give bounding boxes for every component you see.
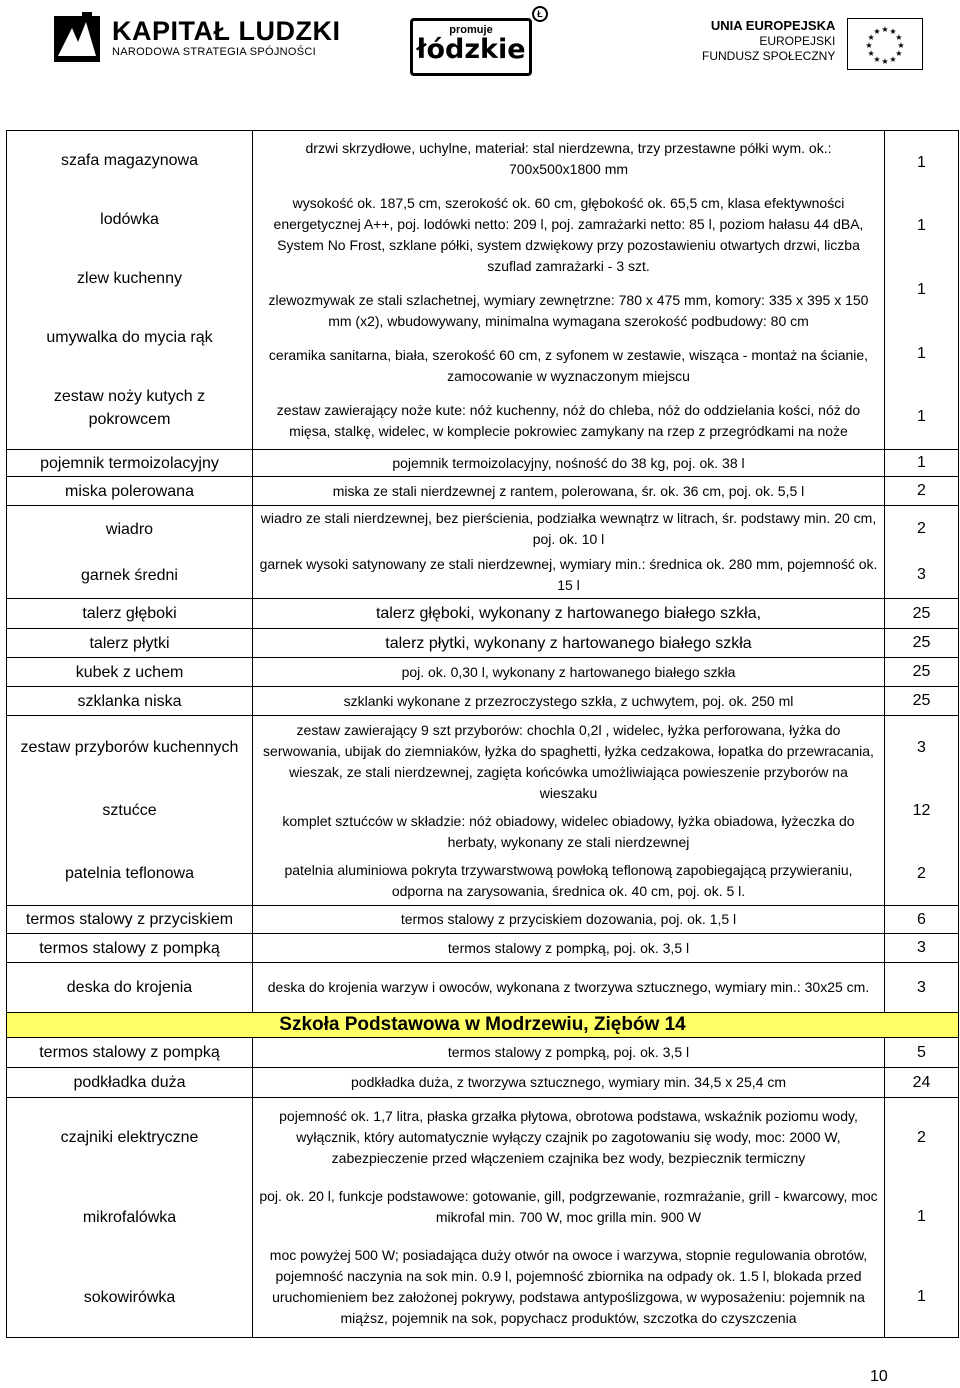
- eu-line2: EUROPEJSKI: [759, 34, 836, 48]
- eu-star-icon: ★: [889, 27, 897, 37]
- item-desc: poj. ok. 0,30 l, wykonany z hartowanego białego szkła: [253, 658, 885, 687]
- item-desc: podkładka duża, z tworzywa sztucznego, wymiary min. 34,5 x 25,4 cm: [253, 1068, 885, 1098]
- item-qty: 2: [917, 520, 926, 537]
- eu-star-icon: ★: [889, 54, 897, 64]
- item-name: umywalka do mycia rąk: [46, 329, 213, 346]
- item-desc: moc powyżej 500 W; posiadająca duży otwór na owoce i warzywa, stopnie regulowania obrotów, pojemność naczynia na sok min. 0.9 l, pojemność zbiornika na odpady ok. 1.5 l, blokada przed uruchomieniem bez założonej pokrywy, podstawa antypoślizgowa, w wyposażeniu: pojemnik na miąższ, pojemnik na sok, popychacz produktów, szczotka do czyszczenia: [269, 1246, 868, 1326]
- lodz-l-badge-icon: Ł: [532, 6, 548, 22]
- table-row: [7, 629, 959, 658]
- table-row: [7, 934, 959, 963]
- item-desc: pojemność ok. 1,7 litra, płaska grzałka płytowa, obrotowa podstawa, wskaźnik poziomu wody, wyłącznik, który automatycznie wyłączy czajnik po zagotowaniu się wody, moc: 2000 W, zabezpieczenie przed włączeniem czajnika bez wody, bezpiecznik termiczny: [279, 1108, 858, 1167]
- item-qty: 3: [917, 566, 926, 583]
- item-name: talerz głęboki: [7, 599, 253, 629]
- item-name: termos stalowy z pompką: [7, 1038, 253, 1068]
- item-name: czajniki elektryczne: [60, 1129, 199, 1147]
- item-name: miska polerowana: [7, 477, 253, 506]
- item-desc: termos stalowy z pompką, poj. ok. 3,5 l: [253, 934, 885, 963]
- item-qty: 25: [885, 599, 959, 629]
- table-row: [7, 1098, 959, 1338]
- table-row: [7, 599, 959, 629]
- eu-star-icon: ★: [881, 57, 889, 66]
- item-name: kubek z uchem: [7, 658, 253, 687]
- item-name: termos stalowy z pompką: [7, 934, 253, 963]
- item-name: lodówka: [100, 211, 159, 228]
- item-qty: 1: [917, 217, 926, 235]
- item-desc: wiadro ze stali nierdzewnej, bez pierścienia, podziałka wewnątrz w litrach, śr. podstawy min. 20 cm, poj. ok. 10 l: [260, 510, 877, 547]
- table-row: [7, 906, 959, 934]
- eu-star-icon: ★: [897, 41, 905, 50]
- promuje-lodzkie-logo: [410, 6, 550, 78]
- lodz-small-text: promuje: [449, 24, 493, 36]
- eu-star-icon: ★: [895, 49, 903, 58]
- item-name: zestaw noży kutych z pokrowcem: [53, 388, 206, 428]
- eu-star-icon: ★: [867, 33, 876, 42]
- table-row: [7, 716, 959, 906]
- item-desc: zestaw zawierający 9 szt przyborów: chochla 0,2l , widelec, łyżka perforowana, łyżka do serwowania, ubijak do ziemniaków, łyżka do spaghetti, łyżka cedzakowa, łopatka do przewracania, wieszak, ze stali nierdzewnej, zagięta końcówka umożliwiająca powieszenie przyborów na wieszaku: [263, 721, 874, 801]
- item-qty: 24: [885, 1068, 959, 1098]
- eu-line1: UNIA EUROPEJSKA: [710, 18, 836, 33]
- table-row: [7, 1068, 959, 1098]
- item-qty: 3: [917, 738, 926, 756]
- item-desc: zlewozmywak ze stali szlachetnej, wymiary zewnętrzne: 780 x 475 mm, komory: 335 x 395 x 150 mm (x2), wbudowywany, minimalna wymagana szerokość podbudowy: 80 cm: [268, 291, 869, 329]
- eu-star-icon: ★: [873, 54, 881, 64]
- item-desc: patelnia aluminiowa pokryta trzywarstwową powłoką teflonową zapobiegającą przywieraniu, odporna na zarysowania, średnica ok. 40 cm, poj. ok. 5 l.: [284, 861, 853, 899]
- kapital-ludzki-emblem-icon: [52, 12, 104, 64]
- item-desc: garnek wysoki satynowany ze stali nierdzewnej, wymiary min.: średnica ok. 280 mm, pojemność ok. 15 l: [259, 556, 878, 593]
- item-name: podkładka duża: [7, 1068, 253, 1098]
- item-name: sokowirówka: [83, 1288, 176, 1306]
- item-qty: 2: [885, 477, 959, 506]
- lodz-big-text: łódzkie: [416, 34, 526, 65]
- item-name: talerz płytki: [7, 629, 253, 658]
- item-qty: 25: [885, 658, 959, 687]
- eu-logo: [702, 18, 923, 70]
- eu-star-icon: ★: [865, 41, 873, 50]
- eu-flag-icon: [847, 18, 923, 70]
- section-title: Szkoła Podstawowa w Modrzewiu, Ziębów 14: [7, 1013, 959, 1038]
- item-name: pojemnik termoizolacyjny: [7, 450, 253, 477]
- item-qty: 3: [885, 934, 959, 963]
- item-desc: wysokość ok. 187,5 cm, szerokość ok. 60 cm, głębokość ok. 65,5 cm, klasa efektywności energetycznej A++, poj. lodówki netto: 209 l, poj. zamrażarki netto: 85 l, poziom hałasu 44 dBA, System No Frost, szklane półki, system dzwiękowy przy pozostawieniu otwartych drzwi, liczba szuflad zamrażarki - 3 szt.: [273, 194, 864, 274]
- item-name: zlew kuchenny: [77, 270, 182, 287]
- eu-star-icon: ★: [867, 49, 876, 58]
- eu-line3: FUNDUSZ SPOŁECZNY: [702, 49, 836, 63]
- item-qty: 12: [912, 801, 931, 819]
- kapital-subtitle: NARODOWA STRATEGIA SPÓJNOŚCI: [112, 46, 316, 58]
- table-row: [7, 450, 959, 477]
- eu-star-icon: ★: [895, 33, 903, 42]
- item-name: patelnia teflonowa: [65, 865, 194, 882]
- item-qty: 1: [885, 450, 959, 477]
- item-name: szklanka niska: [7, 687, 253, 716]
- item-name: mikrofalówka: [82, 1208, 177, 1226]
- item-qty: 25: [885, 629, 959, 658]
- item-qty: 1: [917, 408, 926, 426]
- item-qty: 1: [917, 280, 926, 298]
- item-name: sztućce: [102, 802, 157, 819]
- item-qty: 1: [917, 153, 926, 171]
- page-header: [0, 0, 960, 90]
- table-row: [7, 963, 959, 1013]
- table-row: [7, 506, 959, 599]
- page-number: 10: [870, 1368, 888, 1385]
- section-header-row: [7, 1013, 959, 1038]
- item-desc: pojemnik termoizolacyjny, nośność do 38 kg, poj. ok. 38 l: [253, 450, 885, 477]
- item-desc: zestaw zawierający noże kute: nóż kuchenny, nóż do chleba, nóż do oddzielania kości, nóż do mięsa, stalkę, widelec, w komplecie pokrowiec zamykany na rzep z przegródkami na noże: [276, 402, 861, 440]
- table-row: [7, 1038, 959, 1068]
- item-name: garnek średni: [81, 566, 178, 584]
- item-qty: 1: [917, 344, 926, 362]
- table-row: [7, 687, 959, 716]
- kapital-title: KAPITAŁ LUDZKI: [112, 16, 341, 46]
- item-desc: komplet sztućców w składzie: nóż obiadowy, widelec obiadowy, łyżka obiadowa, łyżeczka do herbaty, wykonany ze stali nierdzewnej: [282, 812, 855, 850]
- item-desc: talerz głęboki, wykonany z hartowanego białego szkła,: [253, 599, 885, 629]
- item-name: termos stalowy z przyciskiem: [7, 906, 253, 934]
- table-row: [7, 131, 959, 450]
- item-name: zestaw przyborów kuchennych: [20, 739, 239, 756]
- item-desc: poj. ok. 20 l, funkcje podstawowe: gotowanie, gill, podgrzewanie, rozmrażanie, grill - kwarcowy, moc mikrofal min. 700 W, moc grilla min. 900 W: [259, 1187, 878, 1225]
- kapital-ludzki-logo: [52, 12, 340, 64]
- item-name: deska do krojenia: [7, 963, 253, 1013]
- eu-star-icon: ★: [881, 25, 889, 34]
- table-row: [7, 477, 959, 506]
- item-desc: termos stalowy z przyciskiem dozowania, poj. ok. 1,5 l: [253, 906, 885, 934]
- item-name: szafa magazynowa: [61, 152, 198, 169]
- item-qty: 2: [917, 1128, 926, 1146]
- item-qty: 25: [885, 687, 959, 716]
- table-row: [7, 658, 959, 687]
- item-desc: ceramika sanitarna, biała, szerokość 60 cm, z syfonem w zestawie, wisząca - montaż na ścianie, zamocowanie w wyznaczonym miejscu: [268, 347, 869, 385]
- item-qty: 3: [885, 963, 959, 1013]
- item-qty: 5: [885, 1038, 959, 1068]
- item-desc: miska ze stali nierdzewnej z rantem, polerowana, śr. ok. 36 cm, poj. ok. 5,5 l: [253, 477, 885, 506]
- item-desc: szklanki wykonane z przezroczystego szkła, z uchwytem, poj. ok. 250 ml: [253, 687, 885, 716]
- item-qty: 2: [917, 864, 926, 882]
- item-desc: drzwi skrzydłowe, uchylne, materiał: stal nierdzewna, trzy przestawne półki wym. ok.: 700x500x1800 mm: [305, 139, 832, 177]
- item-qty: 1: [917, 1208, 926, 1226]
- item-desc: talerz płytki, wykonany z hartowanego białego szkła: [253, 629, 885, 658]
- item-name: wiadro: [105, 520, 154, 538]
- eu-star-icon: ★: [873, 27, 881, 37]
- item-desc: termos stalowy z pompką, poj. ok. 3,5 l: [253, 1038, 885, 1068]
- item-qty: 6: [885, 906, 959, 934]
- equipment-table: [6, 130, 959, 1338]
- item-qty: 1: [917, 1288, 926, 1306]
- item-desc: deska do krojenia warzyw i owoców, wykonana z tworzywa sztucznego, wymiary min.: 30x25 cm.: [253, 963, 885, 1013]
